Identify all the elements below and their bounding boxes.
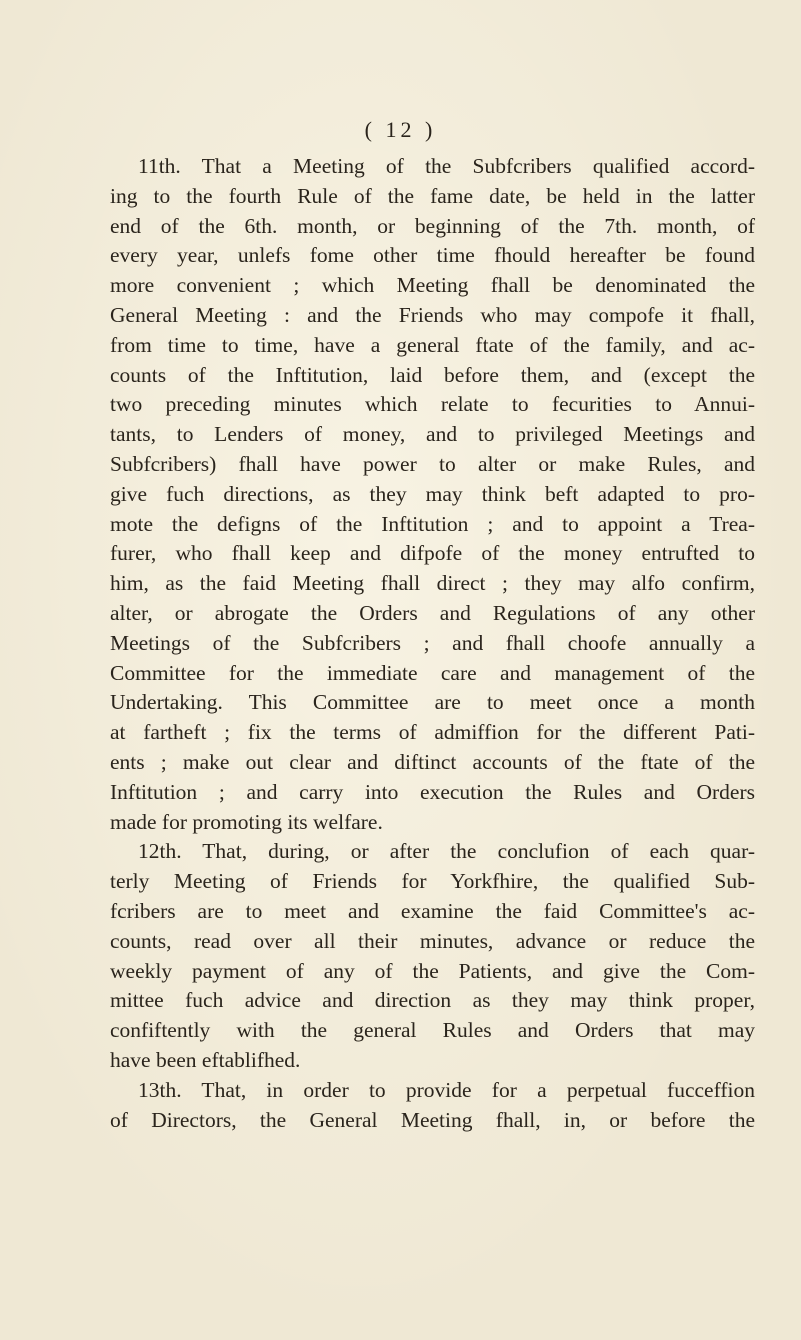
text-line: of Directors, the General Meeting fhall, in, or before the	[110, 1107, 755, 1132]
text-line: mote the defigns of the Inftitution ; and to appoint a Trea-	[110, 511, 755, 536]
text-line: 12th. That, during, or after the conclufion of each quar-	[138, 839, 755, 864]
page-number: ( 12 )	[364, 117, 437, 142]
text-line: General Meeting : and the Friends who may compofe it fhall,	[110, 302, 755, 327]
text-line: weekly payment of any of the Patients, and give the Com-	[110, 958, 755, 983]
text-line: Committee for the immediate care and management of the	[110, 660, 755, 685]
text-line: at fartheft ; fix the terms of admiffion for the different Pati-	[110, 720, 755, 745]
text-line: 13th. That, in order to provide for a perpetual fucceffion	[138, 1077, 755, 1102]
text-line: fcribers are to meet and examine the faid Committee's ac-	[110, 898, 755, 923]
text-line: ents ; make out clear and diftinct accounts of the ftate of the	[110, 749, 755, 774]
text-line: have been eftablifhed.	[110, 1047, 301, 1072]
text-line: from time to time, have a general ftate of the family, and ac-	[110, 332, 755, 357]
text-line: give fuch directions, as they may think beft adapted to pro-	[110, 481, 755, 506]
text-line: end of the 6th. month, or beginning of the 7th. month, of	[110, 213, 755, 238]
text-line: two preceding minutes which relate to fecurities to Annui-	[110, 392, 755, 417]
text-line: every year, unlefs fome other time fhould hereafter be found	[110, 243, 755, 268]
text-line: counts, read over all their minutes, advance or reduce the	[110, 928, 755, 953]
text-line: ing to the fourth Rule of the fame date, be held in the latter	[110, 183, 755, 208]
text-line: more convenient ; which Meeting fhall be denominated the	[110, 273, 755, 298]
text-line: Meetings of the Subfcribers ; and fhall choofe annually a	[110, 630, 755, 655]
text-line: Inftitution ; and carry into execution the Rules and Orders	[110, 779, 755, 804]
text-line: mittee fuch advice and direction as they may think proper,	[110, 988, 755, 1013]
body-text	[110, 152, 755, 1135]
text-line: made for promoting its welfare.	[110, 809, 383, 834]
text-line: counts of the Inftitution, laid before them, and (except the	[110, 362, 755, 387]
text-line: Undertaking. This Committee are to meet once a month	[110, 690, 755, 715]
text-line: confiftently with the general Rules and Orders that may	[110, 1018, 755, 1043]
text-line: him, as the faid Meeting fhall direct ; they may alfo confirm,	[110, 571, 755, 596]
text-line: tants, to Lenders of money, and to privileged Meetings and	[110, 422, 755, 447]
text-line: 11th. That a Meeting of the Subfcribers qualified accord-	[138, 154, 755, 178]
text-line: furer, who fhall keep and difpofe of the money entrufted to	[110, 541, 755, 566]
text-line: terly Meeting of Friends for Yorkfhire, the qualified Sub-	[110, 869, 755, 894]
text-line: alter, or abrogate the Orders and Regulations of any other	[110, 600, 755, 625]
text-line: Subfcribers) fhall have power to alter or make Rules, and	[110, 451, 755, 476]
